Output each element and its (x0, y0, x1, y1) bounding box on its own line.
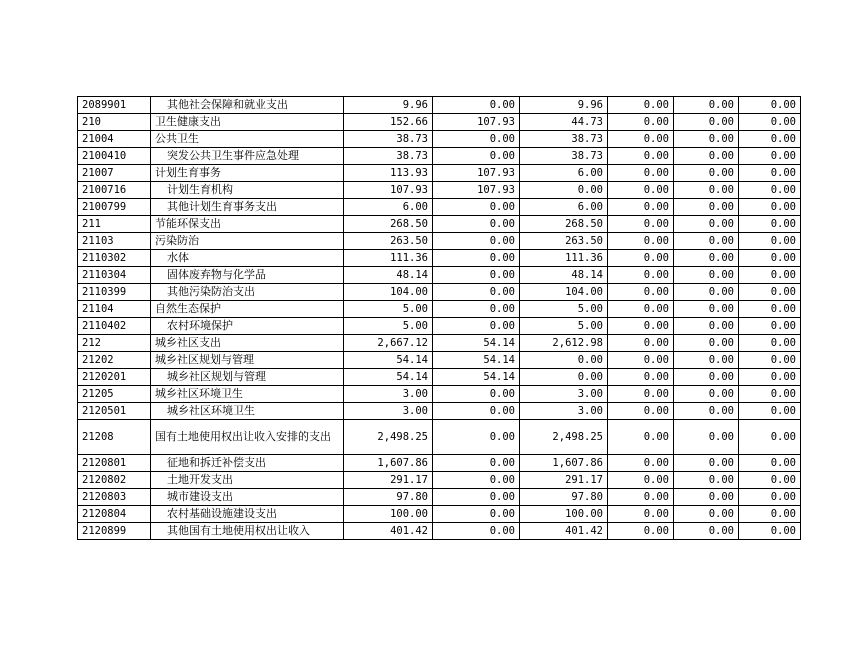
amount-cell: 0.00 (674, 250, 739, 267)
amount-cell: 104.00 (344, 284, 433, 301)
amount-cell: 0.00 (674, 318, 739, 335)
amount-cell: 111.36 (344, 250, 433, 267)
table-row (78, 506, 801, 523)
table-row (78, 335, 801, 352)
amount-cell: 113.93 (344, 165, 433, 182)
amount-cell: 0.00 (674, 403, 739, 420)
amount-cell: 0.00 (674, 489, 739, 506)
amount-cell: 3.00 (520, 403, 608, 420)
amount-cell: 3.00 (344, 403, 433, 420)
subject-name-cell: 城乡社区规划与管理 (151, 369, 344, 386)
amount-cell: 0.00 (608, 267, 674, 284)
subject-name-cell: 计划生育机构 (151, 182, 344, 199)
amount-cell: 0.00 (608, 386, 674, 403)
amount-cell: 2,498.25 (520, 420, 608, 455)
amount-cell: 0.00 (674, 369, 739, 386)
amount-cell: 0.00 (674, 97, 739, 114)
subject-name-cell: 城乡社区环境卫生 (151, 386, 344, 403)
amount-cell: 0.00 (608, 335, 674, 352)
amount-cell: 0.00 (433, 489, 520, 506)
table-row (78, 318, 801, 335)
amount-cell: 0.00 (674, 523, 739, 540)
subject-name-cell: 卫生健康支出 (151, 114, 344, 131)
amount-cell: 38.73 (520, 131, 608, 148)
subject-name-cell: 农村基础设施建设支出 (151, 506, 344, 523)
amount-cell: 1,607.86 (520, 455, 608, 472)
amount-cell: 0.00 (608, 472, 674, 489)
amount-cell: 54.14 (344, 352, 433, 369)
subject-code-cell: 21208 (78, 420, 151, 455)
table-row (78, 455, 801, 472)
amount-cell: 0.00 (608, 403, 674, 420)
amount-cell: 401.42 (344, 523, 433, 540)
table-row (78, 523, 801, 540)
amount-cell: 0.00 (739, 523, 801, 540)
subject-name-cell: 其他计划生育事务支出 (151, 199, 344, 216)
subject-code-cell: 21004 (78, 131, 151, 148)
amount-cell: 0.00 (674, 131, 739, 148)
amount-cell: 0.00 (608, 506, 674, 523)
amount-cell: 0.00 (739, 97, 801, 114)
table-row (78, 369, 801, 386)
amount-cell: 0.00 (608, 455, 674, 472)
amount-cell: 0.00 (674, 472, 739, 489)
subject-code-cell: 2110302 (78, 250, 151, 267)
amount-cell: 44.73 (520, 114, 608, 131)
amount-cell: 97.80 (520, 489, 608, 506)
amount-cell: 38.73 (344, 131, 433, 148)
table-row (78, 250, 801, 267)
amount-cell: 0.00 (433, 318, 520, 335)
amount-cell: 0.00 (674, 114, 739, 131)
amount-cell: 0.00 (433, 233, 520, 250)
amount-cell: 0.00 (608, 114, 674, 131)
amount-cell: 0.00 (608, 489, 674, 506)
amount-cell: 48.14 (520, 267, 608, 284)
subject-name-cell: 征地和拆迁补偿支出 (151, 455, 344, 472)
amount-cell: 0.00 (739, 369, 801, 386)
subject-code-cell: 21202 (78, 352, 151, 369)
amount-cell: 0.00 (608, 233, 674, 250)
subject-name-cell: 节能环保支出 (151, 216, 344, 233)
amount-cell: 0.00 (739, 489, 801, 506)
amount-cell: 0.00 (608, 301, 674, 318)
table-row (78, 97, 801, 114)
subject-code-cell: 2120804 (78, 506, 151, 523)
subject-name-cell: 城市建设支出 (151, 489, 344, 506)
subject-code-cell: 210 (78, 114, 151, 131)
amount-cell: 0.00 (608, 182, 674, 199)
amount-cell: 291.17 (344, 472, 433, 489)
table-row (78, 403, 801, 420)
amount-cell: 6.00 (520, 199, 608, 216)
subject-name-cell: 固体废弃物与化学品 (151, 267, 344, 284)
subject-code-cell: 2120201 (78, 369, 151, 386)
amount-cell: 268.50 (344, 216, 433, 233)
subject-name-cell: 其他社会保障和就业支出 (151, 97, 344, 114)
amount-cell: 0.00 (520, 352, 608, 369)
table-row (78, 489, 801, 506)
amount-cell: 263.50 (344, 233, 433, 250)
amount-cell: 0.00 (608, 165, 674, 182)
subject-code-cell: 2110304 (78, 267, 151, 284)
table-row (78, 114, 801, 131)
amount-cell: 0.00 (739, 352, 801, 369)
subject-name-cell: 城乡社区支出 (151, 335, 344, 352)
amount-cell: 0.00 (433, 403, 520, 420)
subject-name-cell: 其他国有土地使用权出让收入 (151, 523, 344, 540)
table-row (78, 216, 801, 233)
amount-cell: 291.17 (520, 472, 608, 489)
amount-cell: 0.00 (674, 335, 739, 352)
amount-cell: 0.00 (608, 250, 674, 267)
subject-name-cell: 城乡社区环境卫生 (151, 403, 344, 420)
amount-cell: 0.00 (433, 506, 520, 523)
amount-cell: 0.00 (739, 335, 801, 352)
subject-code-cell: 2100410 (78, 148, 151, 165)
amount-cell: 0.00 (739, 148, 801, 165)
amount-cell: 0.00 (433, 301, 520, 318)
amount-cell: 0.00 (739, 114, 801, 131)
amount-cell: 152.66 (344, 114, 433, 131)
amount-cell: 401.42 (520, 523, 608, 540)
amount-cell: 54.14 (344, 369, 433, 386)
subject-code-cell: 21103 (78, 233, 151, 250)
amount-cell: 100.00 (520, 506, 608, 523)
amount-cell: 263.50 (520, 233, 608, 250)
subject-code-cell: 21205 (78, 386, 151, 403)
table-row (78, 352, 801, 369)
amount-cell: 268.50 (520, 216, 608, 233)
subject-name-cell: 其他污染防治支出 (151, 284, 344, 301)
amount-cell: 0.00 (674, 455, 739, 472)
amount-cell: 0.00 (739, 267, 801, 284)
amount-cell: 0.00 (433, 250, 520, 267)
amount-cell: 3.00 (520, 386, 608, 403)
amount-cell: 0.00 (674, 182, 739, 199)
amount-cell: 5.00 (344, 318, 433, 335)
subject-name-cell: 污染防治 (151, 233, 344, 250)
amount-cell: 0.00 (739, 455, 801, 472)
table-row (78, 131, 801, 148)
subject-code-cell: 2100799 (78, 199, 151, 216)
subject-name-cell: 国有土地使用权出让收入安排的支出 (151, 420, 344, 455)
subject-name-cell: 城乡社区规划与管理 (151, 352, 344, 369)
subject-code-cell: 2120899 (78, 523, 151, 540)
subject-code-cell: 2120803 (78, 489, 151, 506)
amount-cell: 9.96 (344, 97, 433, 114)
amount-cell: 0.00 (739, 284, 801, 301)
amount-cell: 2,612.98 (520, 335, 608, 352)
amount-cell: 0.00 (433, 199, 520, 216)
subject-code-cell: 2089901 (78, 97, 151, 114)
amount-cell: 0.00 (674, 420, 739, 455)
subject-name-cell: 土地开发支出 (151, 472, 344, 489)
amount-cell: 0.00 (608, 523, 674, 540)
subject-code-cell: 2120801 (78, 455, 151, 472)
amount-cell: 0.00 (433, 97, 520, 114)
amount-cell: 0.00 (739, 301, 801, 318)
amount-cell: 0.00 (433, 284, 520, 301)
amount-cell: 0.00 (674, 165, 739, 182)
subject-name-cell: 自然生态保护 (151, 301, 344, 318)
table-row (78, 420, 801, 455)
amount-cell: 100.00 (344, 506, 433, 523)
amount-cell: 0.00 (739, 506, 801, 523)
amount-cell: 0.00 (739, 233, 801, 250)
amount-cell: 0.00 (674, 284, 739, 301)
amount-cell: 3.00 (344, 386, 433, 403)
amount-cell: 38.73 (344, 148, 433, 165)
amount-cell: 0.00 (433, 455, 520, 472)
amount-cell: 6.00 (520, 165, 608, 182)
amount-cell: 0.00 (433, 216, 520, 233)
amount-cell: 0.00 (433, 267, 520, 284)
amount-cell: 0.00 (674, 301, 739, 318)
subject-code-cell: 2120802 (78, 472, 151, 489)
subject-code-cell: 2120501 (78, 403, 151, 420)
subject-code-cell: 2100716 (78, 182, 151, 199)
amount-cell: 0.00 (674, 386, 739, 403)
table-row (78, 165, 801, 182)
amount-cell: 97.80 (344, 489, 433, 506)
subject-code-cell: 212 (78, 335, 151, 352)
amount-cell: 0.00 (739, 420, 801, 455)
amount-cell: 1,607.86 (344, 455, 433, 472)
amount-cell: 0.00 (739, 131, 801, 148)
amount-cell: 54.14 (433, 352, 520, 369)
amount-cell: 0.00 (608, 97, 674, 114)
amount-cell: 0.00 (433, 523, 520, 540)
amount-cell: 0.00 (739, 472, 801, 489)
amount-cell: 0.00 (739, 216, 801, 233)
amount-cell: 0.00 (608, 199, 674, 216)
amount-cell: 0.00 (739, 199, 801, 216)
amount-cell: 5.00 (520, 318, 608, 335)
subject-name-cell: 农村环境保护 (151, 318, 344, 335)
subject-code-cell: 211 (78, 216, 151, 233)
amount-cell: 5.00 (344, 301, 433, 318)
subject-name-cell: 计划生育事务 (151, 165, 344, 182)
amount-cell: 0.00 (433, 386, 520, 403)
table-row (78, 182, 801, 199)
amount-cell: 0.00 (520, 182, 608, 199)
amount-cell: 107.93 (344, 182, 433, 199)
expenditure-table (77, 96, 801, 540)
amount-cell: 107.93 (433, 182, 520, 199)
amount-cell: 0.00 (608, 284, 674, 301)
amount-cell: 54.14 (433, 369, 520, 386)
amount-cell: 2,667.12 (344, 335, 433, 352)
amount-cell: 0.00 (433, 131, 520, 148)
table-row (78, 148, 801, 165)
subject-code-cell: 2110402 (78, 318, 151, 335)
amount-cell: 38.73 (520, 148, 608, 165)
amount-cell: 0.00 (739, 386, 801, 403)
amount-cell: 0.00 (739, 403, 801, 420)
table-row (78, 284, 801, 301)
amount-cell: 0.00 (433, 420, 520, 455)
amount-cell: 107.93 (433, 165, 520, 182)
table-row (78, 301, 801, 318)
table-row (78, 386, 801, 403)
amount-cell: 0.00 (674, 199, 739, 216)
amount-cell: 2,498.25 (344, 420, 433, 455)
subject-name-cell: 公共卫生 (151, 131, 344, 148)
amount-cell: 0.00 (674, 233, 739, 250)
amount-cell: 0.00 (608, 369, 674, 386)
amount-cell: 0.00 (674, 352, 739, 369)
amount-cell: 0.00 (520, 369, 608, 386)
amount-cell: 0.00 (674, 216, 739, 233)
table-row (78, 233, 801, 250)
amount-cell: 48.14 (344, 267, 433, 284)
amount-cell: 0.00 (608, 352, 674, 369)
amount-cell: 0.00 (608, 148, 674, 165)
amount-cell: 0.00 (674, 506, 739, 523)
amount-cell: 5.00 (520, 301, 608, 318)
expenditure-table-container (77, 96, 801, 540)
table-row (78, 199, 801, 216)
amount-cell: 0.00 (739, 318, 801, 335)
amount-cell: 54.14 (433, 335, 520, 352)
amount-cell: 107.93 (433, 114, 520, 131)
amount-cell: 0.00 (608, 420, 674, 455)
amount-cell: 0.00 (739, 250, 801, 267)
subject-code-cell: 21007 (78, 165, 151, 182)
amount-cell: 0.00 (608, 318, 674, 335)
amount-cell: 104.00 (520, 284, 608, 301)
amount-cell: 0.00 (433, 148, 520, 165)
amount-cell: 0.00 (608, 216, 674, 233)
amount-cell: 0.00 (674, 267, 739, 284)
amount-cell: 9.96 (520, 97, 608, 114)
subject-code-cell: 21104 (78, 301, 151, 318)
subject-name-cell: 突发公共卫生事件应急处理 (151, 148, 344, 165)
amount-cell: 111.36 (520, 250, 608, 267)
amount-cell: 6.00 (344, 199, 433, 216)
amount-cell: 0.00 (739, 182, 801, 199)
table-row (78, 267, 801, 284)
subject-code-cell: 2110399 (78, 284, 151, 301)
amount-cell: 0.00 (433, 472, 520, 489)
table-body (78, 97, 801, 540)
amount-cell: 0.00 (608, 131, 674, 148)
amount-cell: 0.00 (674, 148, 739, 165)
amount-cell: 0.00 (739, 165, 801, 182)
table-row (78, 472, 801, 489)
subject-name-cell: 水体 (151, 250, 344, 267)
